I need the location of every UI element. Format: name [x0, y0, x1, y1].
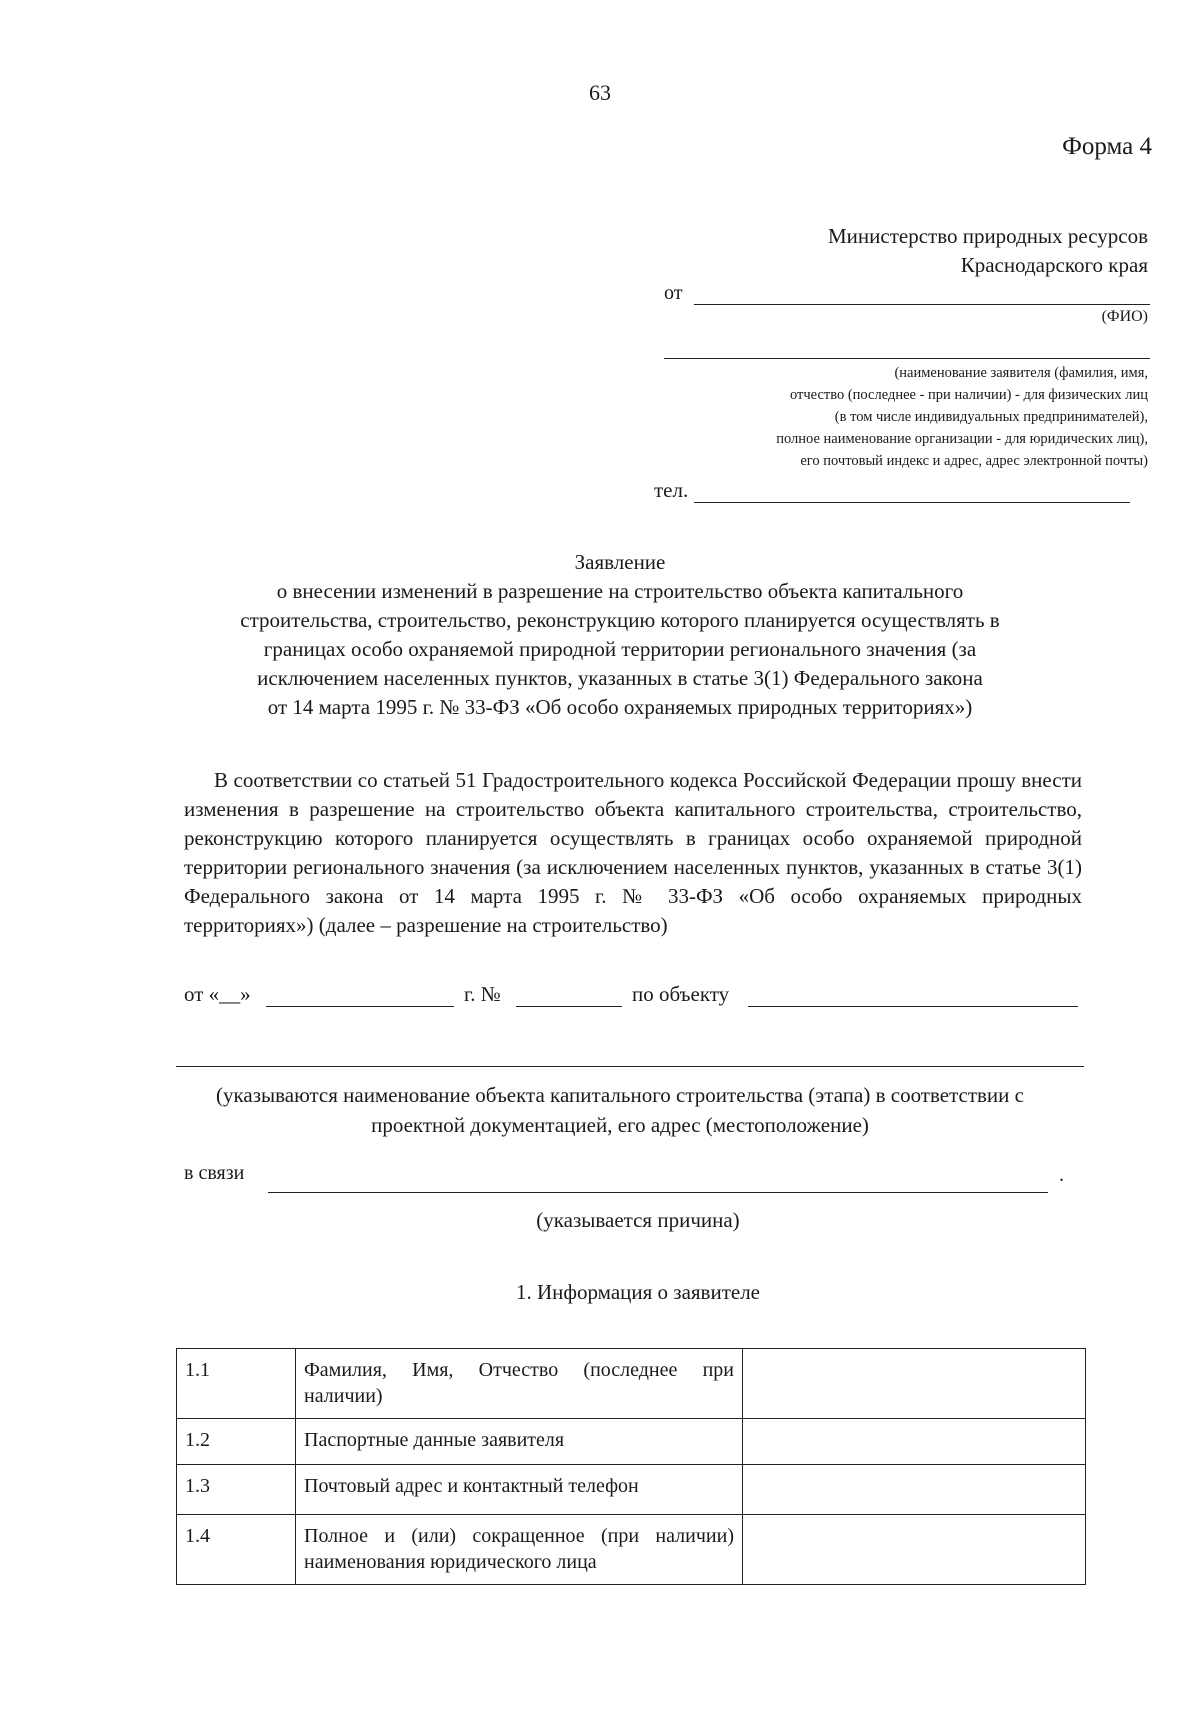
applicant-info-table [176, 1348, 1086, 1585]
page-number: 63 [589, 80, 611, 105]
permit-number-label: г. № [464, 982, 501, 1006]
title-subtitle-line: строительства, строительство, реконструкцию которого планируется осуществлять в [240, 608, 1000, 632]
row-number: 1.1 [177, 1349, 296, 1419]
permit-date-input-line[interactable] [266, 1006, 454, 1007]
applicant-caption-line: полное наименование организации - для юридических лиц), [776, 431, 1148, 447]
row-value-cell[interactable] [743, 1515, 1086, 1585]
title-subtitle-line: исключением населенных пунктов, указанных в статье 3(1) Федерального закона [257, 666, 983, 690]
document-title [160, 548, 1080, 722]
object-label: по объекту [632, 982, 730, 1006]
row-label: Почтовый адрес и контактный телефон [296, 1465, 743, 1515]
applicant-caption-line: отчество (последнее - при наличии) - для физических лиц [789, 387, 1148, 403]
object-caption: (указываются наименование объекта капитального строительства (этапа) в соответствии с проектной документацией, его адрес (местоположение) [216, 1083, 1024, 1137]
table-row [177, 1515, 1086, 1585]
tel-input-line[interactable] [694, 502, 1130, 503]
row-label: Фамилия, Имя, Отчество (последнее при наличии) [296, 1349, 743, 1419]
row-number: 1.3 [177, 1465, 296, 1515]
row-value-cell[interactable] [743, 1465, 1086, 1515]
applicant-name-input-line[interactable] [664, 358, 1150, 359]
reason-field-row [184, 1162, 1064, 1198]
from-field-row [664, 282, 1150, 312]
applicant-caption-line: (наименование заявителя (фамилия, имя, [894, 365, 1148, 381]
row-value-cell[interactable] [743, 1419, 1086, 1465]
permit-number-input-line[interactable] [516, 1006, 622, 1007]
row-number: 1.2 [177, 1419, 296, 1465]
row-value-cell[interactable] [743, 1349, 1086, 1419]
object-name-input-line[interactable] [176, 1066, 1084, 1067]
row-label: Паспортные данные заявителя [296, 1419, 743, 1465]
applicant-caption-line: его почтовый индекс и адрес, адрес электронной почты) [800, 453, 1148, 469]
title-subtitle-line: о внесении изменений в разрешение на строительство объекта капитального [276, 579, 964, 603]
applicant-caption-line: (в том числе индивидуальных предпринимателей), [834, 409, 1148, 425]
tel-field-row [654, 478, 1130, 508]
table-row [177, 1419, 1086, 1465]
applicant-caption [628, 362, 1148, 472]
row-number: 1.4 [177, 1515, 296, 1585]
title-subtitle-line: от 14 марта 1995 г. № 33-ФЗ «Об особо охраняемых природных территориях») [267, 695, 973, 719]
form-label: Форма 4 [1062, 133, 1152, 160]
addressee-block [828, 222, 1148, 280]
from-label: от [664, 282, 683, 304]
permit-details-row [184, 982, 1078, 1012]
row-label: Полное и (или) сокращенное (при наличии) наименования юридического лица [296, 1515, 743, 1585]
object-input-line[interactable] [748, 1006, 1078, 1007]
title-subtitle-line: границах особо охраняемой природной территории регионального значения (за [263, 637, 977, 661]
reason-dot: . [1059, 1164, 1064, 1186]
main-paragraph: В соответствии со статьей 51 Градостроительного кодекса Российской Федерации прошу внести изменения в разрешение на строительство объекта капитального строительства, строительство, реконструкцию которого планируется осуществлять в границах особо охраняемой природной территории регионального значения (за исключением населенных пунктов, указанных в статье 3(1) Федерального закона от 14 марта 1995 г. № 33-ФЗ «Об особо охраняемых природных территориях») (далее – разрешение на строительство) [184, 768, 1082, 937]
tel-label: тел. [654, 478, 689, 502]
title-heading: Заявление [574, 550, 666, 574]
fio-caption: (ФИО) [1101, 308, 1148, 325]
reason-caption: (указывается причина) [536, 1208, 740, 1232]
permit-date-label: от «__» [184, 982, 251, 1006]
fio-input-line[interactable] [694, 304, 1150, 305]
addressee-line-1: Министерство природных ресурсов [827, 224, 1148, 248]
table-row [177, 1349, 1086, 1419]
section-heading: 1. Информация о заявителе [515, 1280, 761, 1304]
reason-label: в связи [184, 1162, 245, 1184]
addressee-line-2: Краснодарского края [960, 253, 1148, 277]
table-row [177, 1465, 1086, 1515]
reason-input-line[interactable] [268, 1192, 1048, 1193]
